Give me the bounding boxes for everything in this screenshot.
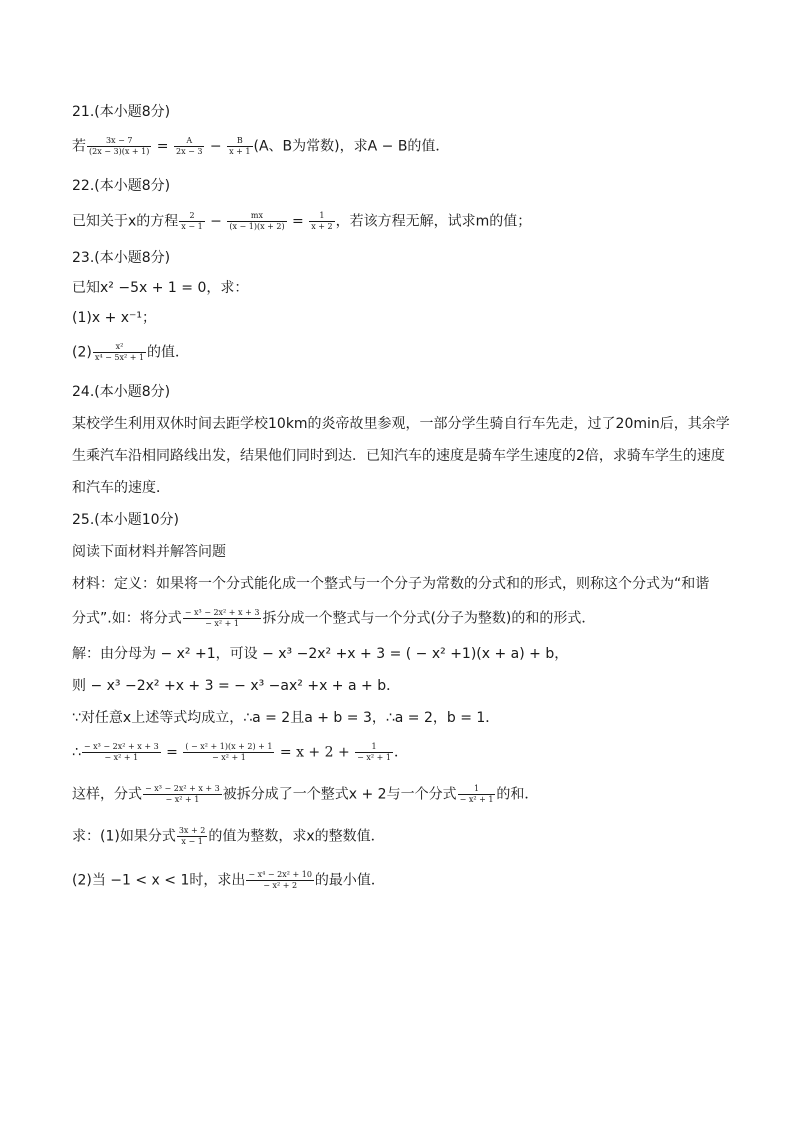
q25-sol4-fraction-2: $\frac{\text{( − x² + 1)(x + 2) + 1}}{\text{− x² + 1}}$: [185, 742, 273, 762]
q24-text-line-2: 生乘汽车沿相同路线出发，结果他们同时到达．已知汽车的速度是骑车学生速度的2倍，求骑车学生的速度: [72, 448, 725, 464]
q21-header: 21.(本小题8分): [72, 104, 171, 120]
q25-header: 25.(本小题10分): [72, 512, 180, 528]
q23-part2: (2) $\frac{\text{x²}}{\text{x⁴ − 5x² + 1}}$ 的值．: [72, 342, 190, 362]
q25-solution-line-5: 这样，分式 $\frac{\text{− x³ − 2x² + x + 3}}{\text{− x² + 1}}$ 被拆分成了一个整式x + 2与一个分式 $\frac{1}{\text{− x² + 1}}$ 的和．: [72, 784, 539, 804]
q25-material-line-2: 分式”.如：将分式 $\frac{\text{− x³ − 2x² + x + 3}}{\text{− x² + 1}}$ 拆分成一个整式与一个分式(分子为整数)的和的形式．: [72, 608, 596, 628]
q21-b-fraction: $\frac{B}{x + 1}$: [229, 136, 251, 156]
q25-ask2-fraction: $\frac{\text{− x⁴ − 2x² + 10}}{\text{− x² + 2}}$: [248, 870, 312, 890]
q25-sol4-fraction-1: $\frac{\text{− x³ − 2x² + x + 3}}{\text{− x² + 1}}$: [83, 742, 159, 762]
q25-sol4-fraction-3: $\frac{1}{\text{− x² + 1}}$: [357, 742, 391, 762]
q25-ask1-fraction: $\frac{3x + 2}{x - 1}$: [178, 826, 206, 846]
q25-intro: 阅读下面材料并解答问题: [72, 544, 226, 560]
q24-text-line-1: 某校学生利用双休时间去距学校10km的炎帝故里参观，一部分学生骑自行车先走，过了20min后，其余学: [72, 416, 730, 432]
q23-given: 已知x² −5x + 1 = 0，求：: [72, 280, 249, 296]
q21-prefix: 若: [72, 138, 86, 155]
q25-material-line-1: 材料：定义：如果将一个分式能化成一个整式与一个分子为常数的分式和的形式，则称这个分式为“和谐: [72, 576, 710, 592]
q23-part1: (1)x + x⁻¹；: [72, 310, 157, 326]
q25-question-1: 求：(1)如果分式 $\frac{3x + 2}{x - 1}$ 的值为整数，求x的整数值．: [72, 826, 385, 846]
q25-solution-line-2: 则 − x³ −2x² +x + 3 = − x³ −ax² +x + a + b．: [72, 678, 401, 694]
q22-header: 22.(本小题8分): [72, 178, 171, 194]
q21-a-fraction: $\frac{A}{2x - 3}$: [176, 136, 203, 156]
q25-question-2: (2)当 −1 < x < 1时，求出 $\frac{\text{− x⁴ − 2x² + 10}}{\text{− x² + 2}}$ 的最小值．: [72, 870, 385, 890]
q25-sol5-fraction-2: $\frac{1}{\text{− x² + 1}}$: [459, 784, 494, 804]
q25-solution-line-4: ∴ $\frac{\text{− x³ − 2x² + x + 3}}{\text{− x² + 1}}$ = $\frac{\text{( − x² + 1)(x + 2) + 1}}{\text{− x² + 1}}$ = x + 2 + $\frac{1}{\text{− x² + 1}}$ ．: [72, 742, 408, 762]
q24-header: 24.(本小题8分): [72, 384, 171, 400]
q25-sol5-fraction-1: $\frac{\text{− x³ − 2x² + x + 3}}{\text{− x² + 1}}$: [145, 784, 220, 804]
q22-fraction-2: $\frac{mx}{(x - 1)(x + 2)}$: [229, 211, 285, 231]
q25-solution-line-1: 解：由分母为 − x² +1，可设 − x³ −2x² +x + 3 = ( − x² +1)(x + a) + b，: [72, 646, 569, 662]
q25-solution-line-3: ∵对任意x上述等式均成立，∴a = 2且a + b = 3，∴a = 2，b = 1．: [72, 710, 500, 726]
q21-lhs-fraction: $\frac{3x - 7}{(2x - 3)(x + 1)}$: [89, 136, 150, 156]
q21-statement: 若 $\frac{3x - 7}{(2x - 3)(x + 1)}$ = $\frac{A}{2x - 3}$ − $\frac{B}{x + 1}$ (A、B为常数)，求A − B的值．: [72, 136, 450, 156]
q22-statement: 已知关于x的方程 $\frac{2}{x - 1}$ − $\frac{mx}{(x - 1)(x + 2)}$ = $\frac{1}{x + 2}$ ，若该方程无解，试求m的值；: [72, 211, 532, 231]
q25-material-fraction: $\frac{\text{− x³ − 2x² + x + 3}}{\text{− x² + 1}}$: [184, 608, 260, 628]
q22-fraction-1: $\frac{2}{x - 1}$: [181, 211, 203, 231]
q21-tail: (A、B为常数)，求A − B的值．: [253, 138, 450, 155]
q22-fraction-3: $\frac{1}{x + 2}$: [311, 211, 333, 231]
q23-part2-fraction: $\frac{\text{x²}}{\text{x⁴ − 5x² + 1}}$: [94, 342, 145, 362]
q24-text-line-3: 和汽车的速度．: [72, 480, 170, 496]
q23-header: 23.(本小题8分): [72, 250, 171, 266]
